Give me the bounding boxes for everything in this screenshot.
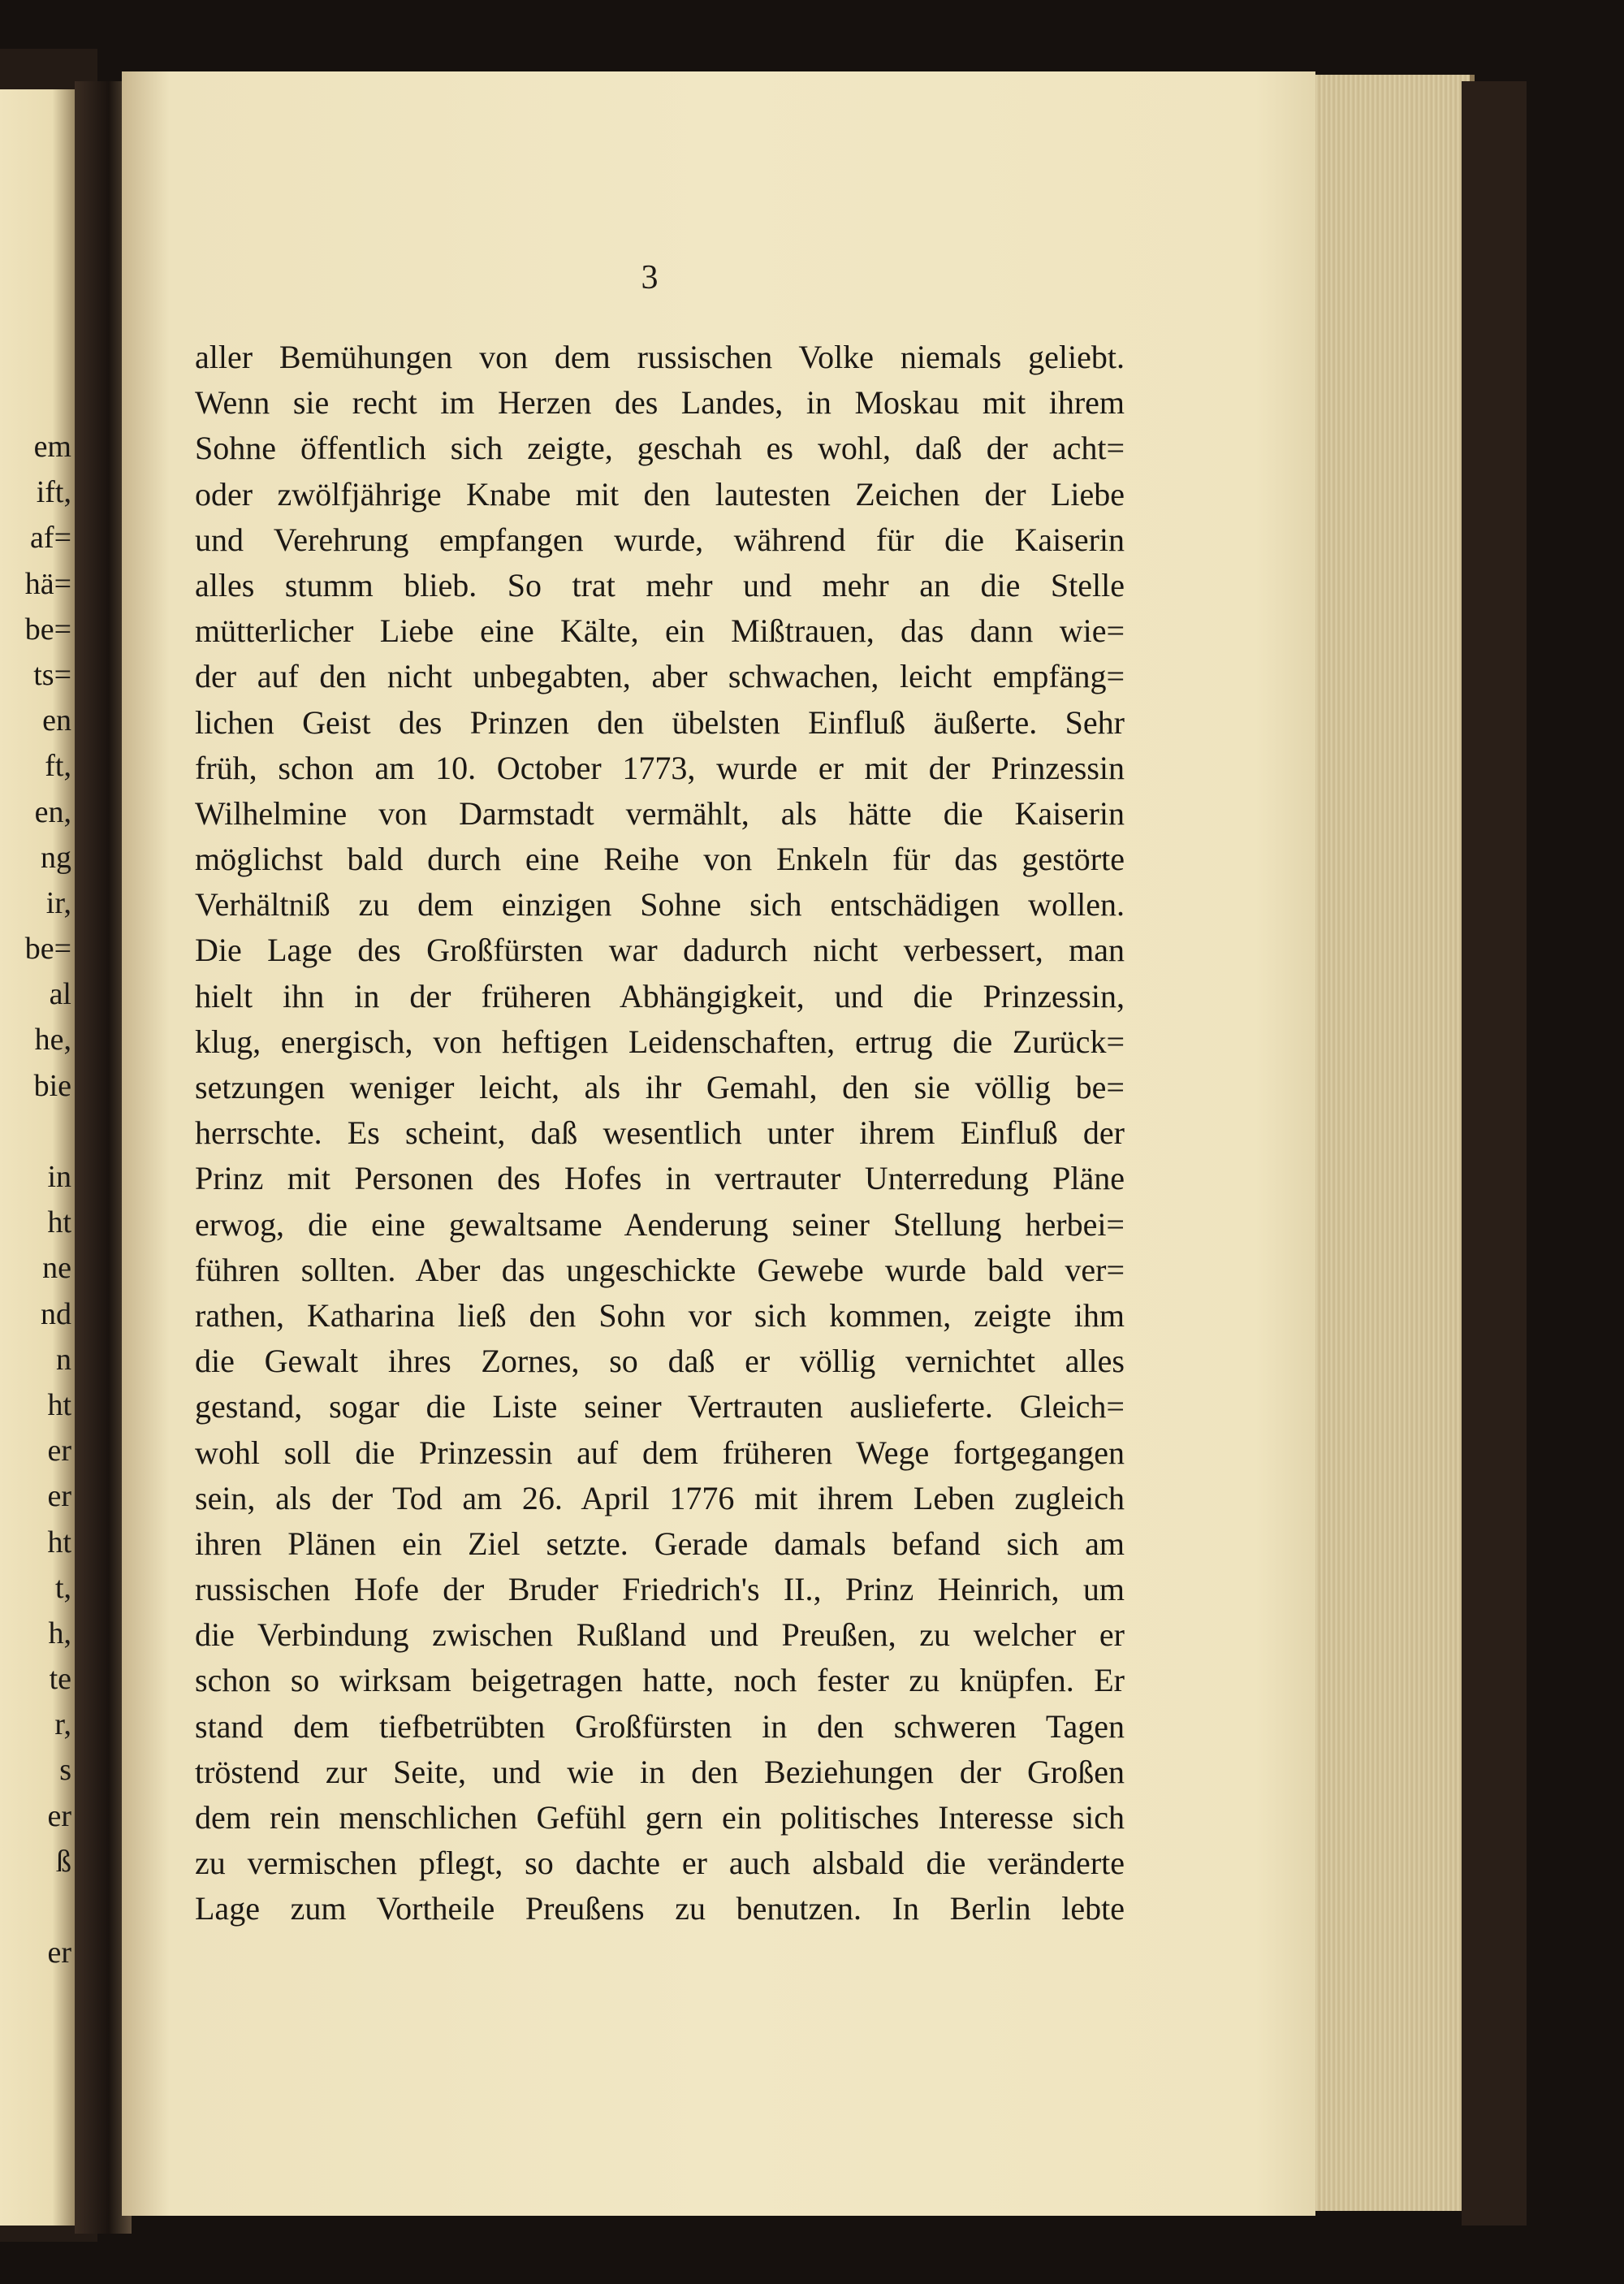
- text-line: klug, energisch, von heftigen Leidenschaften, ertrug die Zurück=: [195, 1023, 1125, 1060]
- left-page-line-fragment: ir,: [45, 885, 71, 920]
- text-line: schon so wirksam beigetragen hatte, noch fester zu knüpfen. Er: [195, 1662, 1125, 1699]
- left-page: [0, 89, 75, 2226]
- left-page-line-fragment: be=: [24, 932, 71, 967]
- text-line: erwog, die eine gewaltsame Aenderung seiner Stellung herbei=: [195, 1205, 1125, 1243]
- text-line: aller Bemühungen von dem russischen Volke niemals geliebt.: [195, 339, 1125, 375]
- left-page-line-fragment: er: [47, 1936, 71, 1970]
- left-page-line-fragment: n: [56, 1342, 71, 1377]
- body-text: [195, 335, 1125, 1932]
- left-page-line-fragment: te: [49, 1662, 71, 1697]
- left-page-line-fragment: he,: [34, 1023, 71, 1058]
- left-page-line-fragment: af=: [30, 521, 71, 556]
- text-line: setzungen weniger leicht, als ihr Gemahl, den sie völlig be=: [195, 1069, 1125, 1105]
- left-page-line-fragment: t,: [54, 1570, 71, 1605]
- left-page-line-fragment: er: [47, 1434, 71, 1469]
- left-page-line-fragment: er: [47, 1479, 71, 1514]
- left-page-line-fragment: ht: [47, 1205, 71, 1240]
- page-edges: [1307, 75, 1475, 2211]
- left-page-line-fragment: ts=: [33, 657, 71, 692]
- left-page-line-fragment: bie: [33, 1068, 71, 1103]
- text-line: Wenn sie recht im Herzen des Landes, in Moskau mit ihrem: [195, 384, 1125, 422]
- text-line: Lage zum Vortheile Preußens zu benutzen. In Berlin lebte: [195, 1890, 1125, 1927]
- left-page-line-fragment: in: [47, 1160, 71, 1194]
- text-line: russischen Hofe der Bruder Friedrich's II., Prinz Heinrich, um: [195, 1571, 1125, 1608]
- left-page-line-fragment: en,: [34, 794, 71, 829]
- text-line: Prinz mit Personen des Hofes in vertrauter Unterredung Pläne: [195, 1160, 1125, 1197]
- text-line: herrschte. Es scheint, daß wesentlich unter ihrem Einfluß der: [195, 1114, 1125, 1152]
- text-line: tröstend zur Seite, und wie in den Beziehungen der Großen: [195, 1753, 1125, 1790]
- text-line: alles stumm blieb. So trat mehr und mehr an die Stelle: [195, 566, 1125, 603]
- left-page-line-fragment: ht: [47, 1387, 71, 1422]
- text-line: lichen Geist des Prinzen den übelsten Einfluß äußerte. Sehr: [195, 703, 1125, 741]
- text-line: Wilhelmine von Darmstadt vermählt, als hätte die Kaiserin: [195, 794, 1125, 832]
- text-line: oder zwölfjährige Knabe mit den lautesten Zeichen der Liebe: [195, 475, 1125, 513]
- text-line: stand dem tiefbetrübten Großfürsten in den schweren Tagen: [195, 1707, 1125, 1745]
- book-cover-right: [1462, 81, 1527, 2226]
- text-line: möglichst bald durch eine Reihe von Enkeln für das gestörte: [195, 841, 1125, 878]
- left-page-line-fragment: be=: [24, 612, 71, 647]
- left-page-line-fragment: ift,: [36, 475, 71, 510]
- text-line: führen sollten. Aber das ungeschickte Gewebe wurde bald ver=: [195, 1251, 1125, 1288]
- text-line: der auf den nicht unbegabten, aber schwachen, leicht empfäng=: [195, 658, 1125, 695]
- left-page-line-fragment: al: [49, 977, 71, 1012]
- left-page-line-fragment: hä=: [24, 566, 71, 601]
- left-page-line-fragment: ft,: [45, 749, 71, 784]
- left-page-line-fragment: nd: [41, 1296, 71, 1331]
- text-line: früh, schon am 10. October 1773, wurde er mit der Prinzessin: [195, 749, 1125, 786]
- left-page-text: [2, 424, 71, 1975]
- text-line: ihren Plänen ein Ziel setzte. Gerade damals befand sich am: [195, 1525, 1125, 1562]
- left-page-line-fragment: [2, 1884, 71, 1930]
- left-page-line-fragment: s: [59, 1753, 71, 1788]
- left-page-line-fragment: ß: [56, 1844, 71, 1879]
- left-page-line-fragment: h,: [48, 1616, 71, 1650]
- text-line: wohl soll die Prinzessin auf dem früheren Wege fortgegangen: [195, 1434, 1125, 1471]
- left-page-line-fragment: em: [33, 430, 71, 464]
- left-page-line-fragment: r,: [54, 1707, 71, 1742]
- text-line: sein, als der Tod am 26. April 1776 mit ihrem Leben zugleich: [195, 1479, 1125, 1516]
- text-line: und Verehrung empfangen wurde, während für die Kaiserin: [195, 521, 1125, 558]
- text-line: Sohne öffentlich sich zeigte, geschah es wohl, daß der acht=: [195, 430, 1125, 467]
- text-line: zu vermischen pflegt, so dachte er auch alsbald die veränderte: [195, 1845, 1125, 1882]
- text-line: gestand, sogar die Liste seiner Vertrauten auslieferte. Gleich=: [195, 1388, 1125, 1425]
- left-page-line-fragment: ng: [41, 840, 71, 875]
- left-page-line-fragment: er: [47, 1798, 71, 1833]
- text-line: hielt ihn in der früheren Abhängigkeit, und die Prinzessin,: [195, 977, 1125, 1014]
- text-line: dem rein menschlichen Gefühl gern ein politisches Interesse sich: [195, 1799, 1125, 1836]
- text-line: Die Lage des Großfürsten war dadurch nicht verbessert, man: [195, 932, 1125, 969]
- left-page-line-fragment: en: [42, 703, 71, 738]
- left-page-line-fragment: [2, 1109, 71, 1154]
- left-page-line-fragment: ne: [42, 1251, 71, 1286]
- text-line: mütterlicher Liebe eine Kälte, ein Mißtrauen, das dann wie=: [195, 612, 1125, 650]
- left-page-line-fragment: ht: [47, 1525, 71, 1559]
- text-line: Verhältniß zu dem einzigen Sohne sich entschädigen wollen.: [195, 886, 1125, 924]
- text-line: die Gewalt ihres Zornes, so daß er völlig vernichtet alles: [195, 1343, 1125, 1380]
- text-line: rathen, Katharina ließ den Sohn vor sich kommen, zeigte ihm: [195, 1296, 1125, 1334]
- page-number: 3: [641, 259, 659, 296]
- text-line: die Verbindung zwischen Rußland und Preußen, zu welcher er: [195, 1616, 1125, 1654]
